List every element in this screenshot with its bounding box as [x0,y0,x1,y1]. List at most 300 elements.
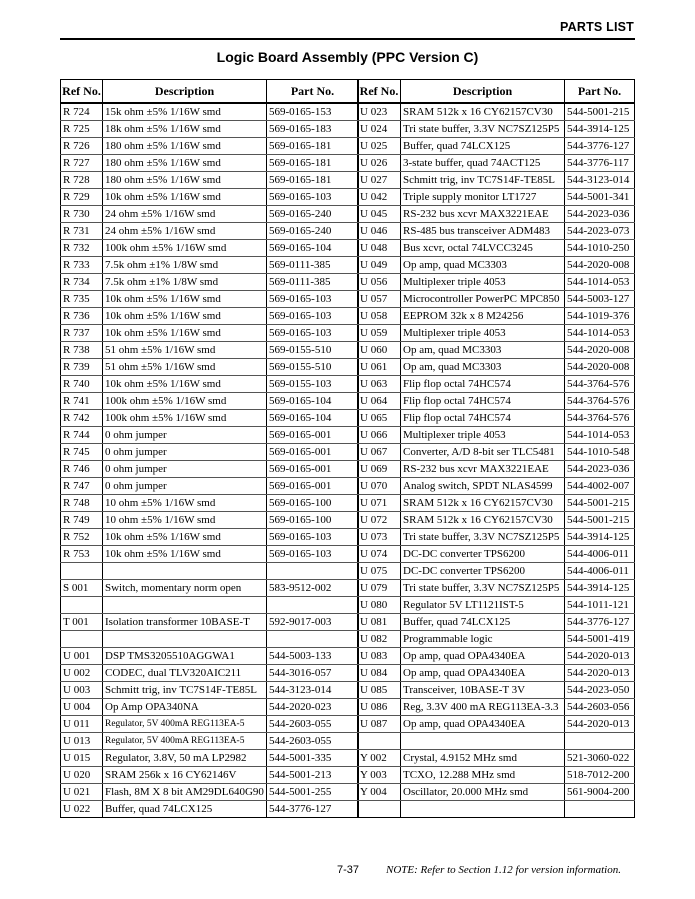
part-number-cell: 544-2020-008 [565,342,635,359]
table-row [61,257,359,274]
part-number-cell: 544-3776-117 [565,155,635,172]
table-row [358,563,635,580]
ref-cell: U 021 [61,784,103,801]
description-cell: Isolation transformer 10BASE-T [103,614,267,631]
ref-cell: U 011 [61,716,103,733]
part-number-cell: 569-0165-181 [267,172,359,189]
description-cell: 7.5k ohm ±1% 1/8W smd [103,257,267,274]
ref-cell: R 740 [61,376,103,393]
description-cell: Regulator, 5V 400mA REG113EA-5 [103,733,267,750]
part-number-cell: 544-1010-250 [565,240,635,257]
ref-cell: U 045 [358,206,401,223]
description-cell: Triple supply monitor LT1727 [401,189,565,206]
description-cell: 10 ohm ±5% 1/16W smd [103,512,267,529]
table-row [61,546,359,563]
column-header-ref: Ref No. [61,80,103,104]
table-row [358,750,635,767]
part-number-cell [565,801,635,818]
description-cell: RS-232 bus xcvr MAX3221EAE [401,206,565,223]
ref-cell: U 072 [358,512,401,529]
description-cell: Op Amp OPA340NA [103,699,267,716]
ref-cell: U 085 [358,682,401,699]
part-number-cell: 544-3764-576 [565,410,635,427]
ref-cell: R 725 [61,121,103,138]
part-number-cell: 544-3123-014 [267,682,359,699]
table-row [358,580,635,597]
table-row [61,648,359,665]
part-number-cell: 592-9017-003 [267,614,359,631]
ref-cell: U 080 [358,597,401,614]
ref-cell: U 087 [358,716,401,733]
part-number-cell: 518-7012-200 [565,767,635,784]
table-row [61,597,359,614]
table-row [61,172,359,189]
ref-cell: U 004 [61,699,103,716]
part-number-cell: 544-2020-013 [565,665,635,682]
part-number-cell: 569-0165-103 [267,308,359,325]
table-row [61,801,359,818]
ref-cell: U 015 [61,750,103,767]
table-row [61,733,359,750]
part-number-cell: 569-0165-100 [267,495,359,512]
description-cell: 100k ohm ±5% 1/16W smd [103,240,267,257]
footer-note: NOTE: Refer to Section 1.12 for version information. [386,864,621,876]
description-cell [401,733,565,750]
ref-cell: U 084 [358,665,401,682]
description-cell: Multiplexer triple 4053 [401,325,565,342]
part-number-cell [565,733,635,750]
ref-cell: U 086 [358,699,401,716]
ref-cell: U 079 [358,580,401,597]
description-cell: Op amp, quad OPA4340EA [401,665,565,682]
table-row [61,223,359,240]
part-number-cell: 544-2603-055 [267,733,359,750]
description-cell: Op amp, quad OPA4340EA [401,648,565,665]
table-row [61,563,359,580]
description-cell: 10k ohm ±5% 1/16W smd [103,325,267,342]
part-number-cell: 569-0165-001 [267,427,359,444]
part-number-cell: 569-0165-001 [267,461,359,478]
table-row [61,580,359,597]
part-number-cell: 569-0155-103 [267,376,359,393]
ref-cell: U 042 [358,189,401,206]
description-cell: Schmitt trig, inv TC7S14F-TE85L [103,682,267,699]
table-row [358,172,635,189]
ref-cell [358,801,401,818]
table-row [61,308,359,325]
table-row [358,325,635,342]
ref-cell: U 065 [358,410,401,427]
table-row [61,410,359,427]
ref-cell: R 727 [61,155,103,172]
part-number-cell: 544-5003-127 [565,291,635,308]
part-number-cell: 544-2603-056 [565,699,635,716]
part-number-cell: 544-2020-023 [267,699,359,716]
table-row [358,138,635,155]
part-number-cell: 544-5001-215 [565,495,635,512]
part-number-cell: 544-4006-011 [565,563,635,580]
table-row [61,444,359,461]
part-number-cell: 569-0165-153 [267,103,359,121]
part-number-cell: 544-4006-011 [565,546,635,563]
table-row [61,495,359,512]
part-number-cell: 569-0165-103 [267,291,359,308]
table-row [358,444,635,461]
table-row [358,461,635,478]
description-cell: Transceiver, 10BASE-T 3V [401,682,565,699]
description-cell: DC-DC converter TPS6200 [401,546,565,563]
part-number-cell: 569-0111-385 [267,257,359,274]
part-number-cell: 544-2020-008 [565,359,635,376]
description-cell: Flip flop octal 74HC574 [401,393,565,410]
description-cell: Multiplexer triple 4053 [401,274,565,291]
description-cell: 10k ohm ±5% 1/16W smd [103,376,267,393]
header-rule [60,38,635,40]
parts-table-right [357,79,635,818]
description-cell: Programmable logic [401,631,565,648]
ref-cell: U 046 [358,223,401,240]
table-row [61,716,359,733]
part-number-cell: 544-3123-014 [565,172,635,189]
table-row [358,682,635,699]
table-row [358,223,635,240]
part-number-cell: 544-3914-125 [565,121,635,138]
ref-cell: U 058 [358,308,401,325]
table-row [61,614,359,631]
table-row [61,189,359,206]
part-number-cell: 569-0165-103 [267,325,359,342]
ref-cell: R 746 [61,461,103,478]
part-number-cell [267,631,359,648]
table-row [61,291,359,308]
ref-cell: U 001 [61,648,103,665]
ref-cell: U 061 [358,359,401,376]
description-cell [401,801,565,818]
description-cell: 100k ohm ±5% 1/16W smd [103,393,267,410]
ref-cell: R 726 [61,138,103,155]
part-number-cell: 544-3776-127 [565,138,635,155]
ref-cell: U 069 [358,461,401,478]
description-cell: Regulator, 5V 400mA REG113EA-5 [103,716,267,733]
ref-cell [61,563,103,580]
part-number-cell: 544-3764-576 [565,376,635,393]
part-number-cell: 544-2020-013 [565,716,635,733]
part-number-cell: 521-3060-022 [565,750,635,767]
ref-cell: Y 004 [358,784,401,801]
table-row [61,342,359,359]
part-number-cell: 569-0165-103 [267,189,359,206]
ref-cell: U 027 [358,172,401,189]
description-cell: 100k ohm ±5% 1/16W smd [103,410,267,427]
table-row [61,155,359,172]
description-cell: Analog switch, SPDT NLAS4599 [401,478,565,495]
description-cell: 0 ohm jumper [103,427,267,444]
part-number-cell: 569-0165-240 [267,206,359,223]
description-cell: EEPROM 32k x 8 M24256 [401,308,565,325]
description-cell: TCXO, 12.288 MHz smd [401,767,565,784]
ref-cell: U 060 [358,342,401,359]
part-number-cell: 569-0165-183 [267,121,359,138]
description-cell: Reg, 3.3V 400 mA REG113EA-3.3 [401,699,565,716]
part-number-cell: 544-3016-057 [267,665,359,682]
description-cell: 10k ohm ±5% 1/16W smd [103,308,267,325]
description-cell: Flip flop octal 74HC574 [401,410,565,427]
ref-cell: Y 002 [358,750,401,767]
part-number-cell: 569-0165-104 [267,240,359,257]
part-number-cell: 569-0155-510 [267,359,359,376]
part-number-cell: 544-1014-053 [565,427,635,444]
part-number-cell: 569-0155-510 [267,342,359,359]
description-cell: SRAM 256k x 16 CY62146V [103,767,267,784]
column-header-part: Part No. [267,80,359,104]
description-cell [103,597,267,614]
ref-cell: U 073 [358,529,401,546]
ref-cell [358,733,401,750]
table-row [358,342,635,359]
column-header-part: Part No. [565,80,635,104]
table-row [61,784,359,801]
description-cell: Multiplexer triple 4053 [401,427,565,444]
description-cell: 10 ohm ±5% 1/16W smd [103,495,267,512]
ref-cell: U 071 [358,495,401,512]
description-cell: 24 ohm ±5% 1/16W smd [103,223,267,240]
ref-cell: U 022 [61,801,103,818]
part-number-cell: 544-3914-125 [565,529,635,546]
part-number-cell: 544-2020-008 [565,257,635,274]
ref-cell: U 020 [61,767,103,784]
ref-cell: U 063 [358,376,401,393]
description-cell: SRAM 512k x 16 CY62157CV30 [401,495,565,512]
ref-cell: R 736 [61,308,103,325]
table-row [358,121,635,138]
table-row [61,682,359,699]
table-row [61,750,359,767]
table-row [61,274,359,291]
table-row [358,359,635,376]
description-cell: Microcontroller PowerPC MPC850 [401,291,565,308]
description-cell: 0 ohm jumper [103,444,267,461]
description-cell: Regulator 5V LT1121IST-5 [401,597,565,614]
description-cell: 7.5k ohm ±1% 1/8W smd [103,274,267,291]
part-number-cell: 569-0165-104 [267,410,359,427]
ref-cell [61,597,103,614]
ref-cell: U 075 [358,563,401,580]
page-number: 7-37 [337,864,360,876]
part-number-cell: 569-0111-385 [267,274,359,291]
table-row [61,529,359,546]
part-number-cell: 569-0165-001 [267,444,359,461]
part-number-cell: 544-5001-341 [565,189,635,206]
table-row [61,699,359,716]
description-cell: SRAM 512k x 16 CY62157CV30 [401,103,565,121]
ref-cell: R 724 [61,103,103,121]
part-number-cell: 544-5001-215 [565,512,635,529]
table-row [358,376,635,393]
table-row [61,767,359,784]
description-cell: 0 ohm jumper [103,478,267,495]
description-cell: Bus xcvr, octal 74LVCC3245 [401,240,565,257]
ref-cell: U 082 [358,631,401,648]
ref-cell: R 732 [61,240,103,257]
part-number-cell: 569-0165-104 [267,393,359,410]
page-title: Logic Board Assembly (PPC Version C) [216,49,479,65]
description-cell: Op am, quad MC3303 [401,359,565,376]
table-row [358,648,635,665]
ref-cell: U 081 [358,614,401,631]
ref-cell: R 728 [61,172,103,189]
table-row [358,597,635,614]
table-row [61,393,359,410]
description-cell [103,631,267,648]
description-cell: 18k ohm ±5% 1/16W smd [103,121,267,138]
description-cell: Op amp, quad OPA4340EA [401,716,565,733]
part-number-cell: 569-0165-103 [267,546,359,563]
ref-cell: U 064 [358,393,401,410]
description-cell: Flash, 8M X 8 bit AM29DL640G90 [103,784,267,801]
parts-table-left [60,79,359,818]
table-row [61,631,359,648]
table-row [358,665,635,682]
description-cell: 51 ohm ±5% 1/16W smd [103,342,267,359]
part-number-cell [267,597,359,614]
ref-cell: U 013 [61,733,103,750]
table-row [61,359,359,376]
ref-cell: U 049 [358,257,401,274]
part-number-cell: 569-0165-181 [267,138,359,155]
table-row [61,138,359,155]
ref-cell: R 738 [61,342,103,359]
description-cell: RS-485 bus transceiver ADM483 [401,223,565,240]
ref-cell: R 730 [61,206,103,223]
table-row [61,121,359,138]
ref-cell: R 752 [61,529,103,546]
part-number-cell: 544-3776-127 [269,802,332,815]
description-cell: 0 ohm jumper [103,461,267,478]
table-row [358,206,635,223]
ref-cell: S 001 [61,580,103,597]
description-cell: Schmitt trig, inv TC7S14F-TE85L [401,172,565,189]
description-cell: Buffer, quad 74LCX125 [401,614,565,631]
part-number-cell: 569-0165-001 [267,478,359,495]
ref-cell: Y 003 [358,767,401,784]
ref-cell: U 026 [358,155,401,172]
table-row [61,103,359,121]
ref-cell: U 067 [358,444,401,461]
table-row [358,274,635,291]
table-row [61,461,359,478]
part-number-cell: 544-2603-055 [267,716,359,733]
description-cell: CODEC, dual TLV320AIC211 [103,665,267,682]
description-cell: 10k ohm ±5% 1/16W smd [103,189,267,206]
part-number-cell: 544-5001-215 [565,103,635,121]
description-cell: 3-state buffer, quad 74ACT125 [401,155,565,172]
table-row [358,308,635,325]
part-number-cell: 544-5001-255 [267,784,359,801]
part-number-cell: 544-2023-073 [565,223,635,240]
ref-cell: R 748 [61,495,103,512]
table-row [61,325,359,342]
table-row [358,155,635,172]
table-row [61,240,359,257]
ref-cell: T 001 [61,614,103,631]
description-cell: DSP TMS3205510AGGWA1 [103,648,267,665]
ref-cell: R 745 [61,444,103,461]
ref-cell: U 056 [358,274,401,291]
table-row [358,103,635,121]
part-number-cell: 583-9512-002 [267,580,359,597]
table-row [61,427,359,444]
part-number-cell: 569-0165-240 [267,223,359,240]
description-cell: Buffer, quad 74LCX125 [401,138,565,155]
ref-cell: U 048 [358,240,401,257]
description-cell: Regulator, 3.8V, 50 mA LP2982 [103,750,267,767]
table-row [358,699,635,716]
table-row [358,257,635,274]
ref-cell: U 002 [61,665,103,682]
table-row [358,546,635,563]
ref-cell: U 083 [358,648,401,665]
part-number-cell: 544-3914-125 [565,580,635,597]
description-cell: Tri state buffer, 3.3V NC7SZ125P5 [401,580,565,597]
part-number-cell: 561-9004-200 [565,784,635,801]
part-number-cell: 544-2023-036 [565,461,635,478]
ref-cell: R 737 [61,325,103,342]
table-row [358,393,635,410]
column-header-description: Description [401,80,565,104]
description-cell: 15k ohm ±5% 1/16W smd [103,103,267,121]
table-row [358,495,635,512]
table-row [61,665,359,682]
description-cell: Switch, momentary norm open [103,580,267,597]
description-cell: RS-232 bus xcvr MAX3221EAE [401,461,565,478]
part-number-cell: 569-0165-100 [267,512,359,529]
description-cell: 51 ohm ±5% 1/16W smd [103,359,267,376]
ref-cell: R 729 [61,189,103,206]
description-cell: 180 ohm ±5% 1/16W smd [103,138,267,155]
table-row [358,631,635,648]
table-row [358,291,635,308]
column-header-description: Description [103,80,267,104]
description-cell: Op am, quad MC3303 [401,342,565,359]
description-cell: Buffer, quad 74LCX125 [103,801,267,818]
description-cell [103,563,267,580]
part-number-cell: 544-5001-419 [565,631,635,648]
ref-cell: U 023 [358,103,401,121]
description-cell: Tri state buffer, 3.3V NC7SZ125P5 [401,529,565,546]
ref-cell: R 731 [61,223,103,240]
section-header: PARTS LIST [560,20,634,34]
table-row [61,376,359,393]
table-row [358,189,635,206]
table-row [61,478,359,495]
ref-cell: R 747 [61,478,103,495]
table-row [61,206,359,223]
ref-cell: R 753 [61,546,103,563]
part-number-cell: 544-1014-053 [565,325,635,342]
description-cell: Flip flop octal 74HC574 [401,376,565,393]
ref-cell: U 066 [358,427,401,444]
table-row [358,478,635,495]
table-row [358,614,635,631]
part-number-cell: 544-2020-013 [565,648,635,665]
description-cell: DC-DC converter TPS6200 [401,563,565,580]
table-row [358,784,635,801]
ref-cell: R 733 [61,257,103,274]
ref-cell: U 074 [358,546,401,563]
ref-cell: R 744 [61,427,103,444]
part-number-cell: 569-0165-103 [267,529,359,546]
ref-cell: U 024 [358,121,401,138]
